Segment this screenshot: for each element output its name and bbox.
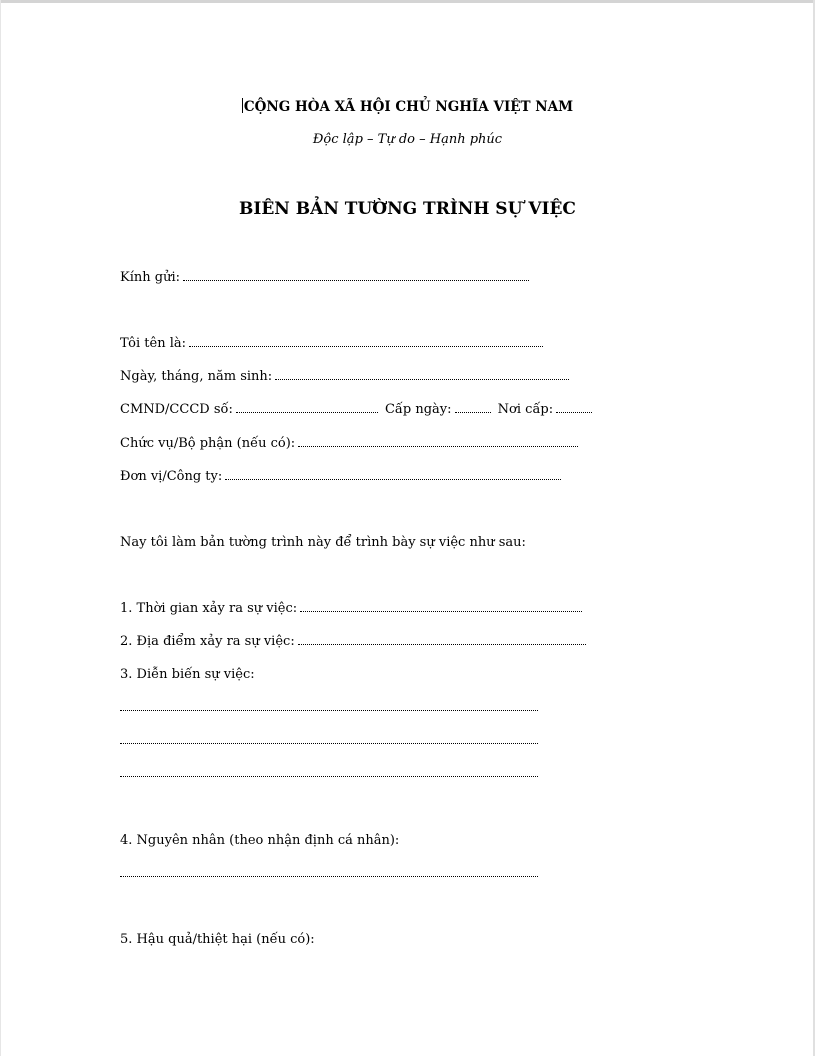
progress-label: 3. Diễn biến sự việc: bbox=[120, 667, 255, 682]
name-label: Tôi tên là: bbox=[120, 336, 186, 351]
document-title: BIÊN BẢN TƯỜNG TRÌNH SỰ VIỆC bbox=[239, 199, 576, 219]
position-fill-dots[interactable] bbox=[298, 436, 578, 447]
id-label: CMND/CCCD số: bbox=[120, 402, 233, 417]
cause-line[interactable] bbox=[120, 833, 399, 849]
company-label: Đơn vị/Công ty: bbox=[120, 469, 223, 484]
progress-fill-dots[interactable] bbox=[120, 733, 538, 744]
text-cursor bbox=[242, 98, 243, 113]
progress-fill-line-2[interactable] bbox=[120, 733, 538, 749]
place-line[interactable] bbox=[120, 634, 586, 650]
cause-fill-dots[interactable] bbox=[120, 866, 538, 877]
dob-fill-dots[interactable] bbox=[275, 369, 569, 380]
dob-label: Ngày, tháng, năm sinh: bbox=[120, 369, 273, 384]
time-line[interactable] bbox=[120, 601, 582, 617]
time-label: 1. Thời gian xảy ra sự việc: bbox=[120, 601, 298, 616]
progress-fill-line-3[interactable] bbox=[120, 766, 538, 782]
recipient-line[interactable] bbox=[120, 270, 529, 286]
company-fill-dots[interactable] bbox=[225, 469, 561, 480]
progress-fill-line-1[interactable] bbox=[120, 700, 538, 716]
national-title-text: CỘNG HÒA XÃ HỘI CHỦ NGHĨA VIỆT NAM bbox=[243, 99, 574, 115]
dob-line[interactable] bbox=[120, 369, 569, 385]
issue-place-fill-dots[interactable] bbox=[556, 402, 592, 413]
name-fill-dots[interactable] bbox=[189, 336, 543, 347]
position-label: Chức vụ/Bộ phận (nếu có): bbox=[120, 436, 296, 451]
place-label: 2. Địa điểm xảy ra sự việc: bbox=[120, 634, 295, 649]
cause-fill-line[interactable] bbox=[120, 866, 538, 882]
name-line[interactable] bbox=[120, 336, 543, 352]
page-top-edge bbox=[0, 0, 815, 3]
progress-fill-dots[interactable] bbox=[120, 700, 538, 711]
issue-date-label: Cấp ngày: bbox=[384, 402, 452, 417]
recipient-fill-dots[interactable] bbox=[183, 270, 529, 281]
company-line[interactable] bbox=[120, 469, 561, 485]
page-left-edge bbox=[0, 0, 1, 1056]
cause-label: 4. Nguyên nhân (theo nhận định cá nhân): bbox=[120, 833, 400, 848]
place-fill-dots[interactable] bbox=[298, 634, 586, 645]
motto: Độc lập – Tự do – Hạnh phúc bbox=[312, 132, 503, 147]
national-title[interactable] bbox=[0, 98, 815, 115]
position-line[interactable] bbox=[120, 436, 578, 452]
consequence-label: 5. Hậu quả/thiệt hại (nếu có): bbox=[120, 932, 315, 947]
intro-line: Nay tôi làm bản tường trình này để trình bày sự việc như sau: bbox=[120, 535, 526, 550]
id-line[interactable] bbox=[120, 402, 592, 418]
progress-line[interactable] bbox=[120, 667, 255, 683]
time-fill-dots[interactable] bbox=[300, 601, 582, 612]
issue-date-fill-dots[interactable] bbox=[455, 402, 491, 413]
progress-fill-dots[interactable] bbox=[120, 766, 538, 777]
recipient-label: Kính gửi: bbox=[120, 270, 180, 285]
issue-place-label: Nơi cấp: bbox=[497, 402, 554, 417]
id-fill-dots[interactable] bbox=[236, 402, 378, 413]
consequence-line[interactable] bbox=[120, 932, 315, 948]
